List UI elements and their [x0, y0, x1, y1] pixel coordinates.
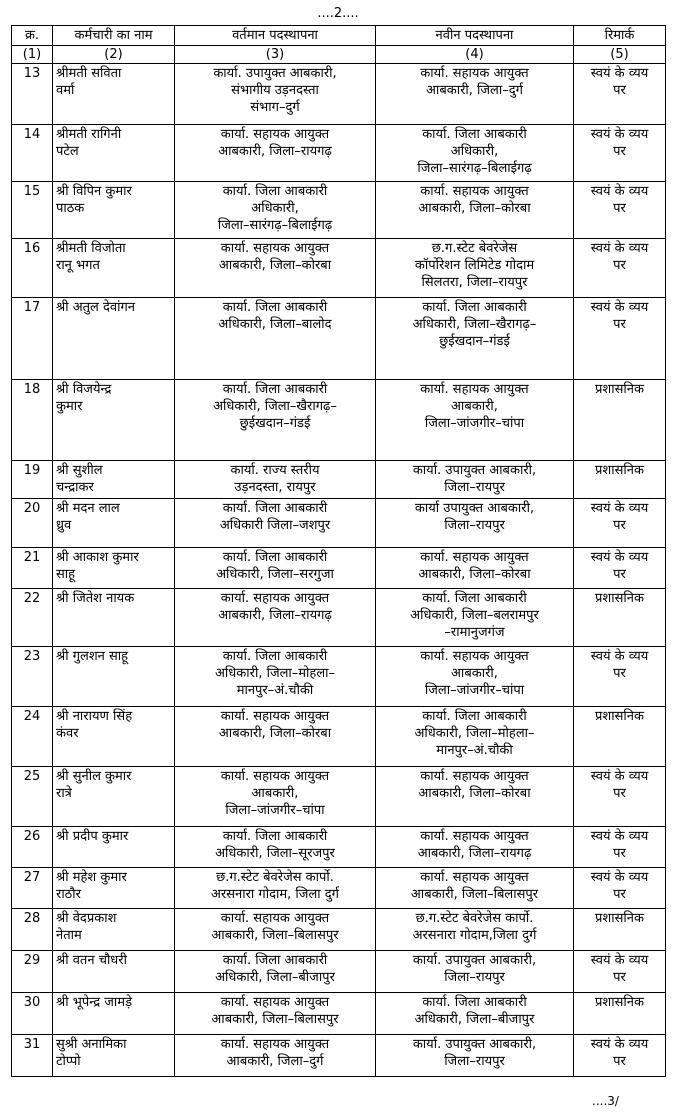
cell-line: श्री विपिन कुमार — [56, 184, 132, 199]
cell-line: पर — [613, 83, 626, 98]
col-number: (2) — [53, 46, 175, 64]
table-row — [12, 589, 666, 647]
cell-line: प्रशासनिक — [595, 382, 644, 397]
cell-remark — [574, 868, 666, 909]
cell-line: श्री विजयेन्द्र — [56, 382, 112, 397]
cell-line: श्रीमती रागिनी — [56, 127, 122, 142]
cell-line: सिलतरा, जिला–रायपुर — [421, 275, 528, 290]
cell-line: छुईखदान–गंडई — [439, 334, 510, 349]
cell-line: अधिकारी, जिला–सूरजपुर — [215, 846, 335, 861]
cell-line: ध्रुव — [56, 518, 72, 533]
cell-employee-name — [53, 548, 175, 589]
cell-line: छ.ग.स्टेट बेवरेजेस — [431, 241, 518, 256]
col-header-current-posting: वर्तमान पदस्थापना — [175, 26, 376, 46]
cell-employee-name — [53, 461, 175, 499]
cell-line: पर — [613, 846, 626, 861]
cell-line: अरसनारा गोदाम,जिला दुर्ग — [412, 928, 537, 943]
cell-line: कार्या. सहायक आयुक्त — [220, 241, 330, 256]
cell-line: मानपुर–अं.चौकी — [436, 743, 513, 758]
cell-line: पर — [613, 317, 626, 332]
cell-current-posting — [175, 461, 376, 499]
cell-line: आबकारी, जिला–बिलासपुर — [211, 1012, 339, 1027]
cell-line: कंवर — [56, 726, 79, 741]
cell-new-posting — [376, 239, 574, 298]
table-row — [12, 909, 666, 951]
cell-line: स्वयं के व्यय — [590, 184, 649, 199]
cell-new-posting — [376, 993, 574, 1035]
cell-employee-name — [53, 827, 175, 868]
cell-line: स्वयं के व्यय — [590, 953, 649, 968]
cell-line: पर — [613, 786, 626, 801]
cell-remark — [574, 499, 666, 548]
cell-line: टोप्पो — [56, 1054, 81, 1069]
cell-line: कार्या. सहायक आयुक्त — [220, 709, 330, 724]
cell-line: आबकारी, जिला–कोरबा — [218, 258, 332, 273]
cell-line: –रामानुजगंज — [444, 625, 505, 640]
table-row — [12, 499, 666, 548]
cell-line: कार्या. सहायक आयुक्त — [420, 769, 529, 784]
cell-line: आबकारी, जिला–कोरबा — [418, 567, 531, 582]
cell-new-posting — [376, 298, 574, 380]
cell-line: कॉर्पोरेशन लिमिटेड गोदाम — [414, 258, 535, 273]
cell-serial-number: 20 — [12, 499, 53, 548]
cell-line: संभाग–दुर्ग — [250, 100, 300, 115]
cell-remark — [574, 1035, 666, 1077]
cell-line: आबकारी, जिला–कोरबा — [418, 786, 531, 801]
cell-line: जिला–जांजगीर–चांपा — [424, 683, 525, 698]
cell-line: कार्या. सहायक आयुक्त — [420, 649, 529, 664]
cell-line: अधिकारी, जिला–खैरागढ़– — [213, 399, 337, 414]
cell-line: स्वयं के व्यय — [590, 550, 649, 565]
cell-serial-number: 29 — [12, 951, 53, 993]
page-marker: ....2.... — [317, 6, 359, 21]
cell-remark — [574, 548, 666, 589]
cell-current-posting — [175, 647, 376, 707]
cell-line: स्वयं के व्यय — [590, 501, 649, 516]
cell-new-posting — [376, 461, 574, 499]
cell-line: अधिकारी, जिला–मोहला– — [214, 666, 335, 681]
cell-line: स्वयं के व्यय — [590, 649, 649, 664]
cell-current-posting — [175, 868, 376, 909]
table-row — [12, 993, 666, 1035]
cell-line: स्वयं के व्यय — [590, 127, 649, 142]
cell-new-posting — [376, 827, 574, 868]
cell-current-posting — [175, 951, 376, 993]
cell-new-posting — [376, 767, 574, 827]
table-row — [12, 125, 666, 182]
cell-line: संभागीय उड़नदस्ता — [231, 83, 319, 98]
next-page-marker: ....3/ — [592, 1094, 619, 1108]
cell-remark — [574, 951, 666, 993]
cell-line: स्वयं के व्यय — [590, 1037, 649, 1052]
cell-employee-name — [53, 951, 175, 993]
cell-line: कार्या. जिला आबकारी — [222, 501, 328, 516]
cell-line: श्री सुनील कुमार — [56, 769, 132, 784]
cell-employee-name — [53, 707, 175, 767]
cell-line: आबकारी, जिला–रायगढ़ — [417, 846, 532, 861]
cell-line: आबकारी, — [251, 786, 299, 801]
cell-line: कार्या. जिला आबकारी — [222, 649, 328, 664]
cell-line: अधिकारी, जिला–बलरामपुर — [410, 608, 539, 623]
cell-remark — [574, 298, 666, 380]
cell-employee-name — [53, 239, 175, 298]
cell-serial-number: 30 — [12, 993, 53, 1035]
cell-line: श्री प्रदीप कुमार — [56, 829, 129, 844]
cell-line: पर — [613, 201, 626, 216]
cell-current-posting — [175, 548, 376, 589]
cell-line: आबकारी, जिला–कोरबा — [218, 726, 332, 741]
cell-line: कार्या. जिला आबकारी — [422, 995, 527, 1010]
cell-remark — [574, 239, 666, 298]
table-row — [12, 827, 666, 868]
cell-serial-number: 13 — [12, 64, 53, 125]
cell-line: कार्या. जिला आबकारी — [222, 550, 328, 565]
cell-employee-name — [53, 647, 175, 707]
cell-line: कार्या. जिला आबकारी — [422, 300, 527, 315]
cell-serial-number: 25 — [12, 767, 53, 827]
col-number: (3) — [175, 46, 376, 64]
cell-employee-name — [53, 298, 175, 380]
cell-employee-name — [53, 767, 175, 827]
cell-line: कुमार — [56, 399, 83, 414]
col-number: (1) — [12, 46, 53, 64]
col-header-name: कर्मचारी का नाम — [53, 26, 175, 46]
cell-line: कार्या. राज्य स्तरीय — [230, 463, 320, 478]
cell-line: अधिकारी, जिला–बीजापुर — [414, 1012, 535, 1027]
cell-employee-name — [53, 125, 175, 182]
cell-serial-number: 17 — [12, 298, 53, 380]
cell-line: कार्या. जिला आबकारी — [222, 300, 328, 315]
cell-line: स्वयं के व्यय — [590, 829, 649, 844]
cell-new-posting — [376, 589, 574, 647]
cell-line: नेताम — [56, 928, 82, 943]
cell-line: जिला–जांजगीर–चांपा — [225, 803, 325, 818]
cell-current-posting — [175, 239, 376, 298]
cell-line: पर — [613, 567, 626, 582]
cell-line: कार्या. सहायक आयुक्त — [220, 591, 330, 606]
cell-serial-number: 18 — [12, 380, 53, 461]
cell-line: कार्या. सहायक आयुक्त — [420, 184, 529, 199]
cell-line: कार्या उपायुक्त आबकारी, — [414, 501, 535, 516]
cell-remark — [574, 909, 666, 951]
cell-serial-number: 28 — [12, 909, 53, 951]
table-row — [12, 707, 666, 767]
cell-new-posting — [376, 499, 574, 548]
cell-remark — [574, 125, 666, 182]
cell-current-posting — [175, 827, 376, 868]
cell-line: कार्या. जिला आबकारी — [422, 591, 527, 606]
cell-new-posting — [376, 909, 574, 951]
cell-line: सुश्री अनामिका — [56, 1037, 127, 1052]
cell-line: कार्या. सहायक आयुक्त — [220, 769, 330, 784]
cell-line: पर — [613, 258, 626, 273]
column-header-row — [12, 26, 666, 46]
table-row — [12, 182, 666, 239]
cell-remark — [574, 647, 666, 707]
table-row — [12, 951, 666, 993]
table-body — [12, 64, 666, 1077]
cell-remark — [574, 827, 666, 868]
cell-line: अधिकारी, जिला–मोहला– — [414, 726, 535, 741]
cell-line: पर — [613, 518, 626, 533]
cell-line: जिला–सारंगढ़–बिलाईगढ़ — [217, 218, 333, 233]
cell-line: पर — [613, 887, 626, 902]
cell-line: चन्द्राकर — [56, 480, 94, 495]
cell-current-posting — [175, 64, 376, 125]
cell-line: अधिकारी, जिला–बालोद — [218, 317, 332, 332]
cell-employee-name — [53, 1035, 175, 1077]
cell-line: पर — [613, 970, 626, 985]
cell-line: पर — [613, 666, 626, 681]
cell-line: कार्या. उपायुक्त आबकारी, — [412, 953, 537, 968]
cell-line: जिला–रायपुर — [444, 518, 505, 533]
cell-new-posting — [376, 868, 574, 909]
cell-line: छ.ग.स्टेट बेवरेजेस कार्पो. — [216, 870, 334, 885]
cell-employee-name — [53, 182, 175, 239]
cell-line: जिला–सारंगढ़–बिलाईगढ़ — [417, 161, 532, 176]
cell-current-posting — [175, 909, 376, 951]
table-row — [12, 239, 666, 298]
cell-line: कार्या. उपायुक्त आबकारी, — [213, 66, 337, 81]
cell-current-posting — [175, 589, 376, 647]
cell-serial-number: 26 — [12, 827, 53, 868]
cell-line: आबकारी, जिला–दुर्ग — [226, 1054, 324, 1069]
cell-remark — [574, 461, 666, 499]
cell-employee-name — [53, 589, 175, 647]
cell-line: श्री जितेश नायक — [56, 591, 135, 606]
cell-line: अधिकारी, — [251, 201, 299, 216]
cell-line: कार्या. जिला आबकारी — [222, 382, 328, 397]
cell-line: श्री वेदप्रकाश — [56, 911, 117, 926]
cell-line: श्री सुशील — [56, 463, 103, 478]
cell-new-posting — [376, 1035, 574, 1077]
cell-line: कार्या. उपायुक्त आबकारी, — [412, 1037, 537, 1052]
cell-new-posting — [376, 380, 574, 461]
cell-current-posting — [175, 499, 376, 548]
cell-line: स्वयं के व्यय — [590, 241, 649, 256]
col-header-sn: क्र. — [12, 26, 53, 46]
cell-line: मानपुर–अं.चौकी — [236, 683, 314, 698]
cell-line: स्वयं के व्यय — [590, 769, 649, 784]
cell-line: प्रशासनिक — [595, 709, 644, 724]
cell-remark — [574, 64, 666, 125]
cell-line: छ.ग.स्टेट बेवरेजेस कार्पो. — [415, 911, 534, 926]
cell-line: कार्या. सहायक आयुक्त — [220, 1037, 330, 1052]
cell-serial-number: 27 — [12, 868, 53, 909]
cell-current-posting — [175, 707, 376, 767]
cell-new-posting — [376, 64, 574, 125]
cell-line: कार्या. जिला आबकारी — [422, 127, 527, 142]
cell-serial-number: 14 — [12, 125, 53, 182]
transfer-table — [11, 25, 666, 1077]
cell-employee-name — [53, 993, 175, 1035]
cell-serial-number: 21 — [12, 548, 53, 589]
cell-line: स्वयं के व्यय — [590, 66, 649, 81]
cell-serial-number: 15 — [12, 182, 53, 239]
cell-line: स्वयं के व्यय — [590, 870, 649, 885]
cell-new-posting — [376, 125, 574, 182]
cell-line: कार्या. सहायक आयुक्त — [420, 829, 529, 844]
cell-line: कार्या. सहायक आयुक्त — [420, 550, 529, 565]
cell-line: छुईखदान–गंडई — [239, 416, 311, 431]
cell-new-posting — [376, 548, 574, 589]
cell-current-posting — [175, 182, 376, 239]
cell-line: श्रीमती विजोता — [56, 241, 126, 256]
col-number: (5) — [574, 46, 666, 64]
cell-line: कार्या. सहायक आयुक्त — [220, 995, 330, 1010]
column-number-row — [12, 46, 666, 64]
cell-remark — [574, 182, 666, 239]
cell-new-posting — [376, 182, 574, 239]
cell-line: कार्या. जिला आबकारी — [222, 953, 328, 968]
cell-line: स्वयं के व्यय — [590, 300, 649, 315]
cell-current-posting — [175, 1035, 376, 1077]
table-row — [12, 868, 666, 909]
cell-line: आबकारी, — [451, 666, 498, 681]
cell-line: श्री अतुल देवांगन — [56, 300, 136, 315]
cell-line: श्री वतन चौधरी — [56, 953, 127, 968]
cell-line: राठौर — [56, 887, 81, 902]
cell-line: पर — [613, 1054, 626, 1069]
cell-line: श्री गुलशन साहू — [56, 649, 129, 664]
table-row — [12, 64, 666, 125]
cell-new-posting — [376, 647, 574, 707]
cell-line: पटेल — [56, 144, 79, 159]
cell-line: कार्या. जिला आबकारी — [422, 709, 527, 724]
col-header-new-posting: नवीन पदस्थापना — [376, 26, 574, 46]
cell-new-posting — [376, 951, 574, 993]
cell-line: कार्या. जिला आबकारी — [222, 184, 328, 199]
cell-employee-name — [53, 909, 175, 951]
cell-employee-name — [53, 868, 175, 909]
cell-line: उड़नदस्ता, रायपुर — [234, 480, 316, 495]
cell-current-posting — [175, 767, 376, 827]
cell-line: श्री भूपेन्द्र जामड़े — [56, 995, 133, 1010]
cell-line: आबकारी, जिला–बिलासपुर — [211, 928, 339, 943]
cell-remark — [574, 380, 666, 461]
cell-line: श्री महेश कुमार — [56, 870, 127, 885]
cell-remark — [574, 993, 666, 1035]
cell-current-posting — [175, 993, 376, 1035]
cell-line: पाठक — [56, 201, 85, 216]
cell-line: साहू — [56, 567, 76, 582]
cell-line: आबकारी, जिला–बिलासपुर — [410, 887, 539, 902]
cell-current-posting — [175, 298, 376, 380]
cell-serial-number: 23 — [12, 647, 53, 707]
cell-line: जिला–रायपुर — [444, 1054, 505, 1069]
cell-line: अधिकारी, जिला–बीजापुर — [215, 970, 335, 985]
cell-line: अधिकारी, जिला–खैरागढ़– — [412, 317, 537, 332]
cell-remark — [574, 589, 666, 647]
cell-line: श्री आकाश कुमार — [56, 550, 139, 565]
cell-line: कार्या. सहायक आयुक्त — [420, 66, 529, 81]
table-row — [12, 461, 666, 499]
cell-remark — [574, 767, 666, 827]
cell-current-posting — [175, 380, 376, 461]
cell-line: आबकारी, जिला–दुर्ग — [426, 83, 523, 98]
table-row — [12, 380, 666, 461]
cell-remark — [574, 707, 666, 767]
cell-line: रात्रे — [56, 786, 72, 801]
cell-serial-number: 24 — [12, 707, 53, 767]
cell-line: रानू भगत — [56, 258, 100, 273]
cell-employee-name — [53, 64, 175, 125]
cell-serial-number: 19 — [12, 461, 53, 499]
cell-serial-number: 31 — [12, 1035, 53, 1077]
cell-line: जिला–रायपुर — [444, 480, 505, 495]
cell-line: आबकारी, जिला–रायगढ़ — [218, 144, 332, 159]
cell-line: श्री नारायण सिंह — [56, 709, 133, 724]
cell-line: कार्या. जिला आबकारी — [222, 829, 328, 844]
cell-line: प्रशासनिक — [595, 591, 644, 606]
cell-line: आबकारी, जिला–रायगढ़ — [218, 608, 332, 623]
col-number: (4) — [376, 46, 574, 64]
cell-line: आबकारी, जिला–कोरबा — [418, 201, 531, 216]
cell-line: कार्या. सहायक आयुक्त — [420, 382, 529, 397]
table-row — [12, 767, 666, 827]
cell-line: श्री मदन लाल — [56, 501, 120, 516]
cell-line: प्रशासनिक — [595, 995, 644, 1010]
cell-line: प्रशासनिक — [595, 463, 644, 478]
cell-line: प्रशासनिक — [595, 911, 644, 926]
cell-employee-name — [53, 499, 175, 548]
cell-line: जिला–रायपुर — [444, 970, 505, 985]
cell-line: अधिकारी, जिला–सरगुजा — [216, 567, 334, 582]
cell-line: अधिकारी, — [450, 144, 499, 159]
cell-employee-name — [53, 380, 175, 461]
cell-current-posting — [175, 125, 376, 182]
cell-line: वर्मा — [56, 83, 75, 98]
cell-line: श्रीमती सविता — [56, 66, 122, 81]
cell-line: कार्या. उपायुक्त आबकारी, — [412, 463, 537, 478]
cell-line: पर — [613, 144, 626, 159]
table-row — [12, 1035, 666, 1077]
table-row — [12, 548, 666, 589]
cell-line: कार्या. सहायक आयुक्त — [220, 911, 330, 926]
cell-serial-number: 16 — [12, 239, 53, 298]
cell-line: कार्या. सहायक आयुक्त — [420, 870, 529, 885]
col-header-remark: रिमार्क — [574, 26, 666, 46]
cell-line: जिला–जांजगीर–चांपा — [424, 416, 525, 431]
table-row — [12, 647, 666, 707]
cell-line: आबकारी, — [451, 399, 498, 414]
cell-line: अरसनारा गोदाम, जिला दुर्ग — [211, 887, 339, 902]
cell-line: अधिकारी जिला–जशपुर — [219, 518, 331, 533]
cell-serial-number: 22 — [12, 589, 53, 647]
cell-new-posting — [376, 707, 574, 767]
cell-line: कार्या. सहायक आयुक्त — [220, 127, 330, 142]
table-row — [12, 298, 666, 380]
